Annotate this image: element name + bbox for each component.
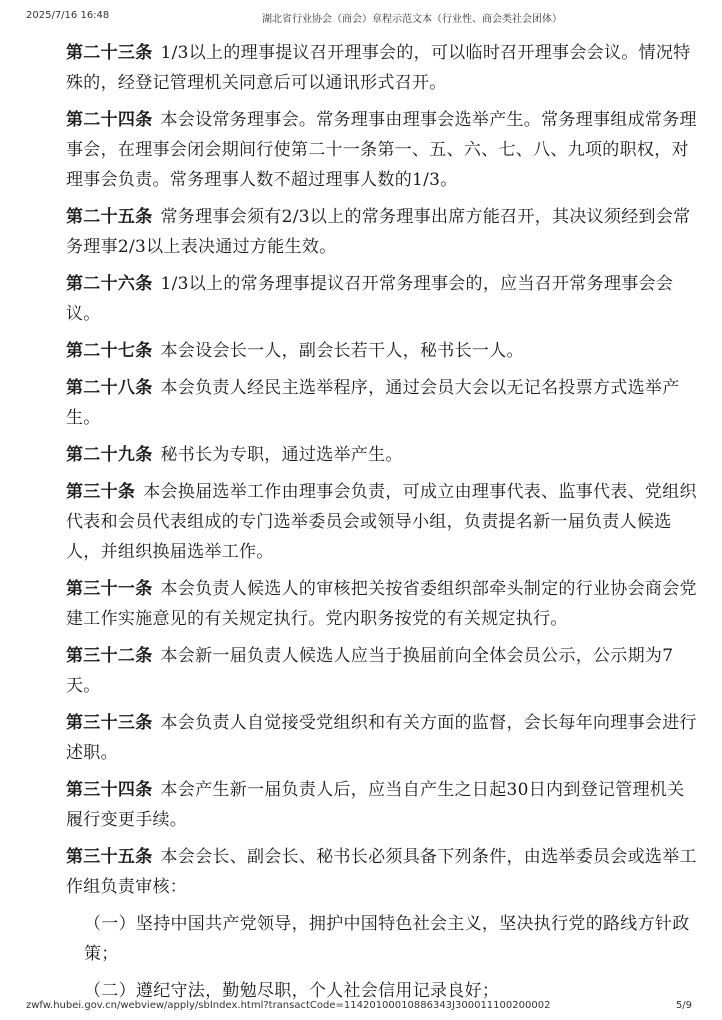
article-text: 常务理事会须有2/3以上的常务理事出席方能召开，其决议须经到会常务理事2/3以上表决通过方能生效。 bbox=[66, 207, 691, 257]
article bbox=[66, 708, 698, 768]
item-number: （一） bbox=[84, 914, 136, 934]
article-text: 本会产生新一届负责人后，应当自产生之日起30日内到登记管理机关履行变更手续。 bbox=[66, 780, 685, 830]
article-text: 本会负责人经民主选举程序，通过会员大会以无记名投票方式选举产生。 bbox=[66, 378, 680, 428]
article bbox=[66, 38, 698, 98]
article-number: 第二十九条 bbox=[66, 445, 153, 465]
print-footer bbox=[0, 1000, 722, 1016]
article-number: 第二十五条 bbox=[66, 207, 153, 227]
article bbox=[66, 105, 698, 195]
article bbox=[66, 775, 698, 835]
article-text: 本会会长、副会长、秘书长必须具备下列条件，由选举委员会或选举工作组负责审核： bbox=[66, 847, 697, 897]
article-number: 第三十三条 bbox=[66, 713, 153, 733]
article-text: 1/3以上的理事提议召开理事会的，可以临时召开理事会会议。情况特殊的，经登记管理机关同意后可以通讯形式召开。 bbox=[66, 43, 691, 93]
source-url: zwfw.hubei.gov.cn/webview/apply/sbIndex.html?transactCode=11420100010886343J300011100200002 bbox=[26, 1000, 551, 1011]
article bbox=[66, 373, 698, 433]
article-number: 第二十四条 bbox=[66, 110, 153, 130]
article-number: 第三十四条 bbox=[66, 780, 153, 800]
item-number: （二） bbox=[84, 981, 136, 1001]
article bbox=[66, 440, 698, 470]
document-body bbox=[66, 38, 698, 1013]
article bbox=[66, 574, 698, 634]
list-item bbox=[66, 909, 698, 969]
article-text: 1/3以上的常务理事提议召开常务理事会的，应当召开常务理事会会议。 bbox=[66, 274, 674, 324]
article-number: 第二十七条 bbox=[66, 341, 153, 361]
article-text: 本会换届选举工作由理事会负责，可成立由理事代表、监事代表、党组织代表和会员代表组成的专门选举委员会或领导小组，负责提名新一届负责人候选人，并组织换届选举工作。 bbox=[66, 482, 697, 562]
article-text: 本会设会长一人，副会长若干人，秘书长一人。 bbox=[160, 341, 524, 361]
article bbox=[66, 477, 698, 567]
article bbox=[66, 842, 698, 902]
article-text: 本会设常务理事会。常务理事由理事会选举产生。常务理事组成常务理事会，在理事会闭会期间行使第二十一条第一、五、六、七、八、九项的职权，对理事会负责。常务理事人数不超过理事人数的1/3。 bbox=[66, 110, 697, 190]
article-number: 第三十五条 bbox=[66, 847, 153, 867]
item-text: 坚持中国共产党领导，拥护中国特色社会主义，坚决执行党的路线方针政策； bbox=[84, 914, 690, 964]
article-number: 第二十三条 bbox=[66, 43, 153, 63]
article-number: 第二十六条 bbox=[66, 274, 153, 294]
article-text: 秘书长为专职，通过选举产生。 bbox=[160, 445, 403, 465]
page-number: 5/9 bbox=[675, 1000, 692, 1011]
print-header bbox=[0, 8, 722, 26]
article-number: 第三十条 bbox=[66, 482, 136, 502]
article-text: 本会负责人自觉接受党组织和有关方面的监督，会长每年向理事会进行述职。 bbox=[66, 713, 697, 763]
article bbox=[66, 336, 698, 366]
article bbox=[66, 641, 698, 701]
document-title: 湖北省行业协会（商会）章程示范文本（行业性、商会类社会团体） bbox=[262, 14, 562, 25]
article-number: 第二十八条 bbox=[66, 378, 153, 398]
article-text: 本会新一届负责人候选人应当于换届前向全体会员公示，公示期为7天。 bbox=[66, 646, 674, 696]
article-text: 本会负责人候选人的审核把关按省委组织部牵头制定的行业协会商会党建工作实施意见的有关规定执行。党内职务按党的有关规定执行。 bbox=[66, 579, 697, 629]
article-number: 第三十一条 bbox=[66, 579, 153, 599]
article-number: 第三十二条 bbox=[66, 646, 153, 666]
article bbox=[66, 202, 698, 262]
print-date: 2025/7/16 16:48 bbox=[26, 10, 110, 21]
article bbox=[66, 269, 698, 329]
item-text: 遵纪守法，勤勉尽职，个人社会信用记录良好； bbox=[135, 981, 500, 1001]
